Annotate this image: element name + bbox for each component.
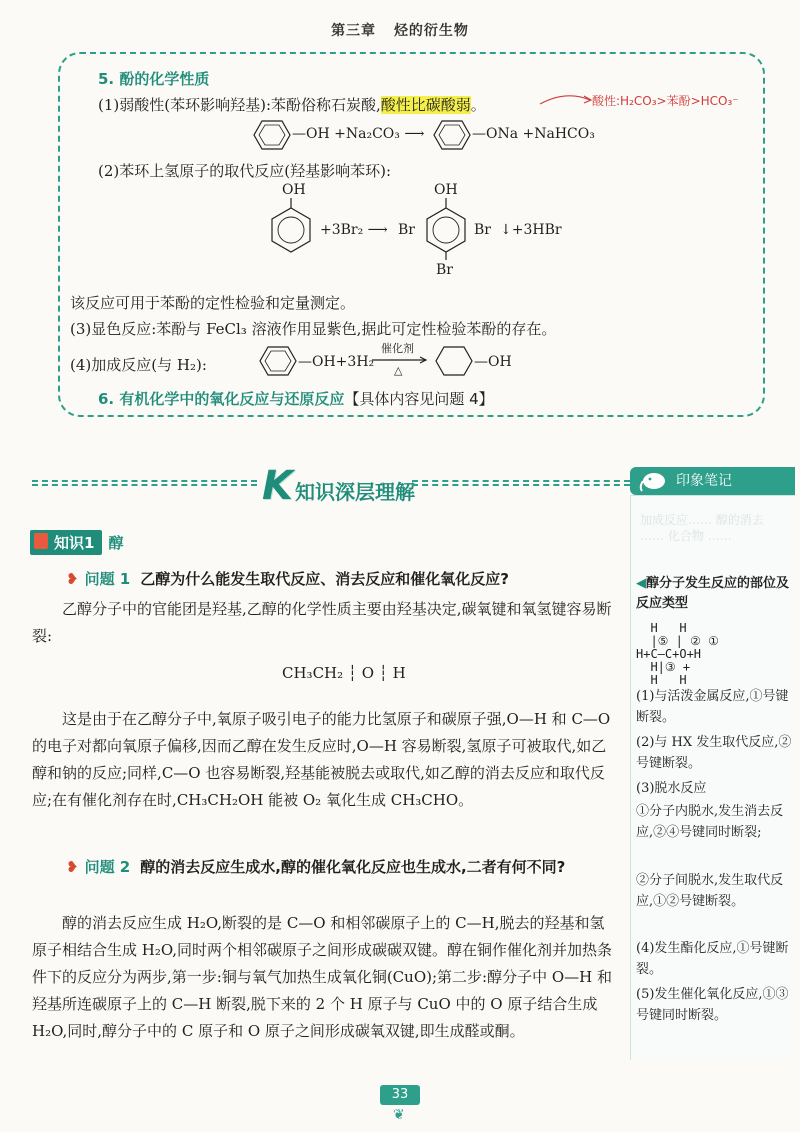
banner-k-logo: K	[262, 463, 293, 509]
usage-line: 该反应可用于苯酚的定性检验和定量测定。	[70, 294, 356, 312]
ghost-bleed-text: 加成反应…… 醇的消去 …… 化合物 ……	[640, 513, 764, 543]
acidity-note: 酸性:H₂CO₃>苯酚>HCO₃⁻	[592, 94, 739, 108]
side-item-3: (3)脱水反应	[636, 781, 707, 796]
tribromophenol-ring-icon	[420, 198, 472, 260]
redox-title	[98, 388, 494, 409]
question-1-para-2: 这是由于在乙醇分子中,氧原子吸引电子的能力比氢原子和碳原子强,O—H 和 C—O 的电子对都向氧原子偏移,因而乙醇在发生反应时,O—H 容易断裂,氢原子可被取代,如乙醇和钠的反应;同样,C—O 也容易断裂,羟基能被脱去或取代,如乙醇的消去反应和取代反应;在有催化剂存在时,CH₃CH₂OH 能被 O₂ 氧化生成 CH₃CHO。	[32, 710, 611, 809]
weak-acid-suffix: 。	[470, 96, 486, 114]
leaf-icon: ❥	[66, 570, 79, 588]
formula-row: H H	[636, 673, 687, 687]
side-item-1: (1)与活泼金属反应,①号键断裂。	[636, 689, 789, 725]
chapter-header	[0, 20, 800, 40]
formula-row: |⑤ | ② ①	[636, 634, 719, 648]
question-1-text: 乙醇为什么能发生取代反应、消去反应和催化氧化反应?	[140, 570, 509, 588]
benzene-ring-icon	[432, 118, 472, 152]
benzene-ring-icon	[258, 344, 298, 378]
question-1-title	[66, 568, 509, 589]
chapter-title: 烃的衍生物	[393, 23, 469, 39]
bird-icon: ❦	[393, 1107, 405, 1123]
side-item-7: (5)发生催化氧化反应,①③号键同时断裂。	[636, 987, 789, 1023]
annotation-arrow	[538, 92, 594, 108]
banner-title-text: 知识深层理解	[295, 480, 415, 504]
weak-acid-prefix: (1)弱酸性(苯环影响羟基):苯酚俗称石炭酸,	[98, 96, 381, 114]
knowledge-name: 醇	[108, 534, 124, 552]
catalyst-label: 催化剂	[381, 342, 414, 355]
knowledge-tag: 知识1	[30, 530, 102, 555]
question-2-text: 醇的消去反应生成水,醇的催化氧化反应也生成水,二者有何不同?	[140, 858, 566, 876]
page-number: 33	[380, 1085, 420, 1105]
side-item-4: ①分子内脱水,发生消去反应,②④号键同时断裂;	[636, 804, 784, 840]
eq2-oh-top: OH	[282, 182, 306, 198]
addition-prefix: (4)加成反应(与 H₂):	[70, 356, 207, 374]
redox-suffix: 【具体内容见问题 4】	[344, 390, 494, 408]
banner-divider-right	[412, 480, 630, 486]
eq2-br-right: Br	[474, 222, 491, 238]
formula-row: H|③ +	[636, 660, 691, 674]
side-item-2: (2)与 HX 发生取代反应,②号键断裂。	[636, 735, 792, 771]
reaction-arrow	[372, 356, 428, 364]
side-notes-title	[636, 574, 792, 614]
eq2-reagent: +3Br₂ ⟶	[320, 222, 388, 238]
redox-title-text: 6. 有机化学中的氧化反应与还原反应	[98, 390, 345, 408]
side-tab-label: 印象笔记	[676, 473, 732, 489]
question-1-label: 问题 1	[84, 570, 131, 588]
leaf-icon: ❥	[66, 858, 79, 876]
question-2-title	[66, 854, 614, 881]
phenol-section-title: 5. 酚的化学性质	[98, 70, 210, 88]
question-1-para-1: 乙醇分子中的官能团是羟基,乙醇的化学性质主要由羟基决定,碳氧键和氧氢键容易断裂:	[32, 600, 612, 645]
formula-row: H H	[636, 621, 687, 635]
side-item-6: (4)发生酯化反应,①号键断裂。	[636, 941, 789, 977]
banner-title	[262, 463, 415, 509]
eq2-br-bottom: Br	[436, 262, 453, 278]
eq1-right: —ONa +NaHCO₃	[472, 126, 595, 142]
side-item-5: ②分子间脱水,发生取代反应,①②号键断裂。	[636, 873, 784, 909]
eq2-oh-top2: OH	[434, 182, 458, 198]
substitution-line: (2)苯环上氢原子的取代反应(羟基影响苯环):	[98, 162, 392, 180]
addition-product: —OH	[474, 354, 512, 370]
question-2-para-1: 醇的消去反应生成 H₂O,断裂的是 C—O 和相邻碳原子上的 C—H,脱去的羟基和氢原子相结合生成 H₂O,同时两个相邻碳原子之间形成碳碳双键。醇在铜作催化剂并加热条件下的反应分为两步,第一步:铜与氧气加热生成氧化铜(CuO);第二步:醇分子中 O—H 和羟基所连碳原子上的 C—H 断裂,脱下来的 2 个 H 原子与 CuO 中的 O 原子结合生成 H₂O,同时,醇分子中的 C 原子和 O 原子之间形成碳氧双键,即生成醛或酮。	[32, 914, 613, 1040]
banner-divider-left	[32, 480, 257, 486]
weak-acid-highlight: 酸性比碳酸弱	[380, 96, 471, 114]
triangle-icon: ◀	[636, 576, 646, 591]
cyclohexane-ring-icon	[434, 344, 474, 378]
color-reaction-line: (3)显色反应:苯酚与 FeCl₃ 溶液作用显紫色,据此可定性检验苯酚的存在。	[70, 320, 557, 338]
phenol-ring-icon	[268, 198, 314, 254]
heat-label: △	[394, 364, 403, 377]
ethanol-formula: CH₃CH₂ ┆ O ┆ H	[282, 664, 406, 682]
chapter-number: 第三章	[331, 23, 377, 39]
weak-acid-line	[98, 94, 486, 115]
eq2-br-left: Br	[398, 222, 415, 238]
side-title-text: 醇分子发生反应的部位及反应类型	[636, 576, 790, 611]
elephant-icon	[638, 469, 670, 493]
addition-mid: —OH+3H₂	[298, 354, 375, 370]
eq2-product: ↓+3HBr	[500, 222, 562, 238]
eq1-left: —OH +Na₂CO₃ ⟶	[292, 126, 425, 142]
benzene-ring-icon	[252, 118, 292, 152]
formula-row: H+C—C+O+H	[636, 647, 702, 661]
knowledge-label	[30, 530, 123, 555]
question-2-label: 问题 2	[84, 858, 131, 876]
ethanol-bond-diagram	[636, 622, 794, 687]
